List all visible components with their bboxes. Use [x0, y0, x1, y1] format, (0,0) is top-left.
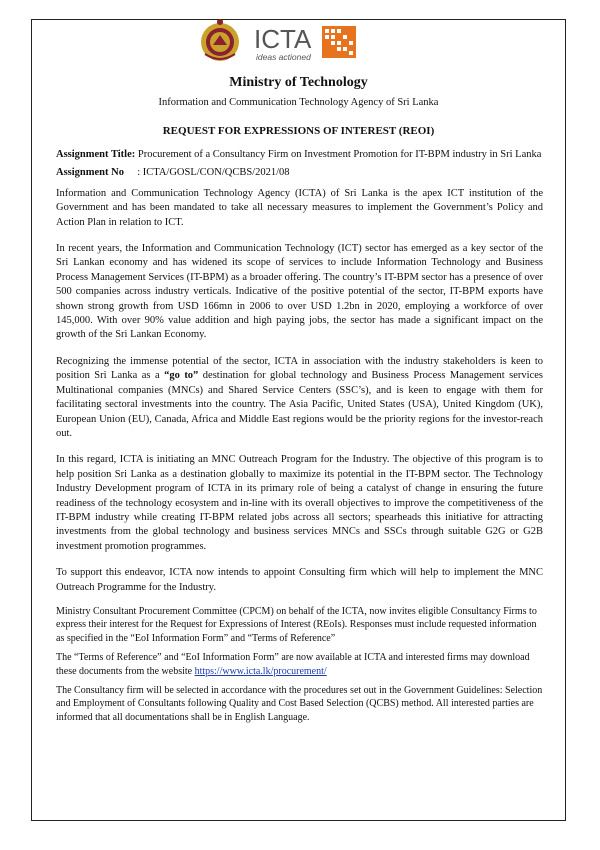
assignment-title-label: Assignment Title: [56, 149, 136, 160]
paragraph-potential-b: destination for global technology and Business Process Management services Multinational companies (MNCs) and Shared Service Centers (SSC’s), and is keen to engage with them for facilitating sectoral investments into the country. The Asia Pacific, United States (USA), United Kingdom (UK), European Union (EU), Canada, Africa and Middle East regions would be the priority regions for the investor-reach out. [56, 370, 543, 439]
paragraph-program: In this regard, ICTA is initiating an MNC Outreach Program for the Industry. The objective of this program is to help position Sri Lanka as a destination globally to maximize its potential in the IT-BPM sector. The Technology Industry Development program of ICTA in its primary role of being a catalyst of change in ensuring the future readiness of the technology ecosystem and in-line with its overall objectives to improve the competitiveness of the IT-BPM industry while creating IT-BPM related jobs across all sectors; spearheads this initiative for attracting investments from the global technology and business services MNCs and SSCs through suitable G2G or G2B investment promotion programmes. [56, 454, 543, 552]
paragraph-cpcm: Ministry Consultant Procurement Committee (CPCM) on behalf of the ICTA, now invites eligible Consultancy Firms to express their interest for the Request for Expressions of Interest (REoIs). Responses must include requested information as specified in the “EoI Information Form” and “Terms of Reference” [56, 605, 537, 644]
paragraph-selection: The Consultancy firm will be selected in accordance with the procedures set out in the Government Guidelines: Selection and Employment of Consultants following Quality and Cost Based Selection (QCBS) method. All interested parties are informed that all documentations shall be in English Language. [56, 685, 543, 723]
procurement-link[interactable]: https://www.icta.lk/procurement/ [194, 665, 327, 677]
document-body [56, 148, 543, 724]
logo-grid-icon [322, 26, 356, 58]
icta-logo [252, 18, 382, 64]
paragraph-potential-a: Recognizing the immense potential of the sector, ICTA in association with the industry stakeholders is keen to position Sri Lanka as a [56, 355, 543, 382]
assignment-number [56, 166, 543, 180]
assignment-title [56, 148, 543, 162]
ministry-title: Ministry of Technology [229, 75, 368, 90]
paragraph-download-text: The “Terms of Reference” and “EoI Information Form” are now available at ICTA and interested firms may download these documents from the website [56, 652, 530, 677]
notice-title: REQUEST FOR EXPRESSIONS OF INTEREST (REOI) [162, 125, 435, 137]
assignment-number-label: Assignment No [56, 167, 124, 179]
paragraph-endeavor: To support this endeavor, ICTA now intends to appoint Consulting firm which will help to implement the MNC Outreach Programme for the Industry. [56, 567, 543, 593]
assignment-title-value: Procurement of a Consultancy Firm on Investment Promotion for IT-BPM industry in Sri Lanka [137, 149, 542, 160]
logo-text: ICTA [254, 24, 312, 54]
paragraph-intro: Information and Communication Technology Agency (ICTA) of Sri Lanka is the apex ICT institution of the Government and has been mandated to take all necessary measures to implement the Government’s Policy and Action Plan in relation to ICT. [56, 187, 543, 228]
assignment-number-value: : ICTA/GOSL/CON/QCBS/2021/08 [137, 167, 290, 179]
paragraph-download [56, 651, 543, 678]
agency-name: Information and Communication Technology Agency of Sri Lanka [158, 97, 439, 108]
paragraph-potential-bold: “go to” [164, 370, 199, 382]
logo-tagline: ideas actioned [256, 52, 311, 62]
paragraph-sector: In recent years, the Information and Communication Technology (ICT) sector has emerged as a key sector of the Sri Lankan economy and has widened its scope of services to include Information Technology and Business Process Management Services (IT-BPM) as a broader offering. The country’s IT-BPM sector has a presence of over 500 companies across industry verticals. Indicative of the positive potential of the sector, IT-BPM exports have shown strong growth from USD 166mn in 2006 to over USD 1.2bn in 2020, employing a workforce of over 145,000. With over 90% value addition and high paying jobs, the sector has made a significant impact on the growth of the Sri Lankan Economy. [56, 243, 543, 341]
paragraph-potential [56, 355, 543, 441]
national-emblem-icon [199, 18, 241, 64]
